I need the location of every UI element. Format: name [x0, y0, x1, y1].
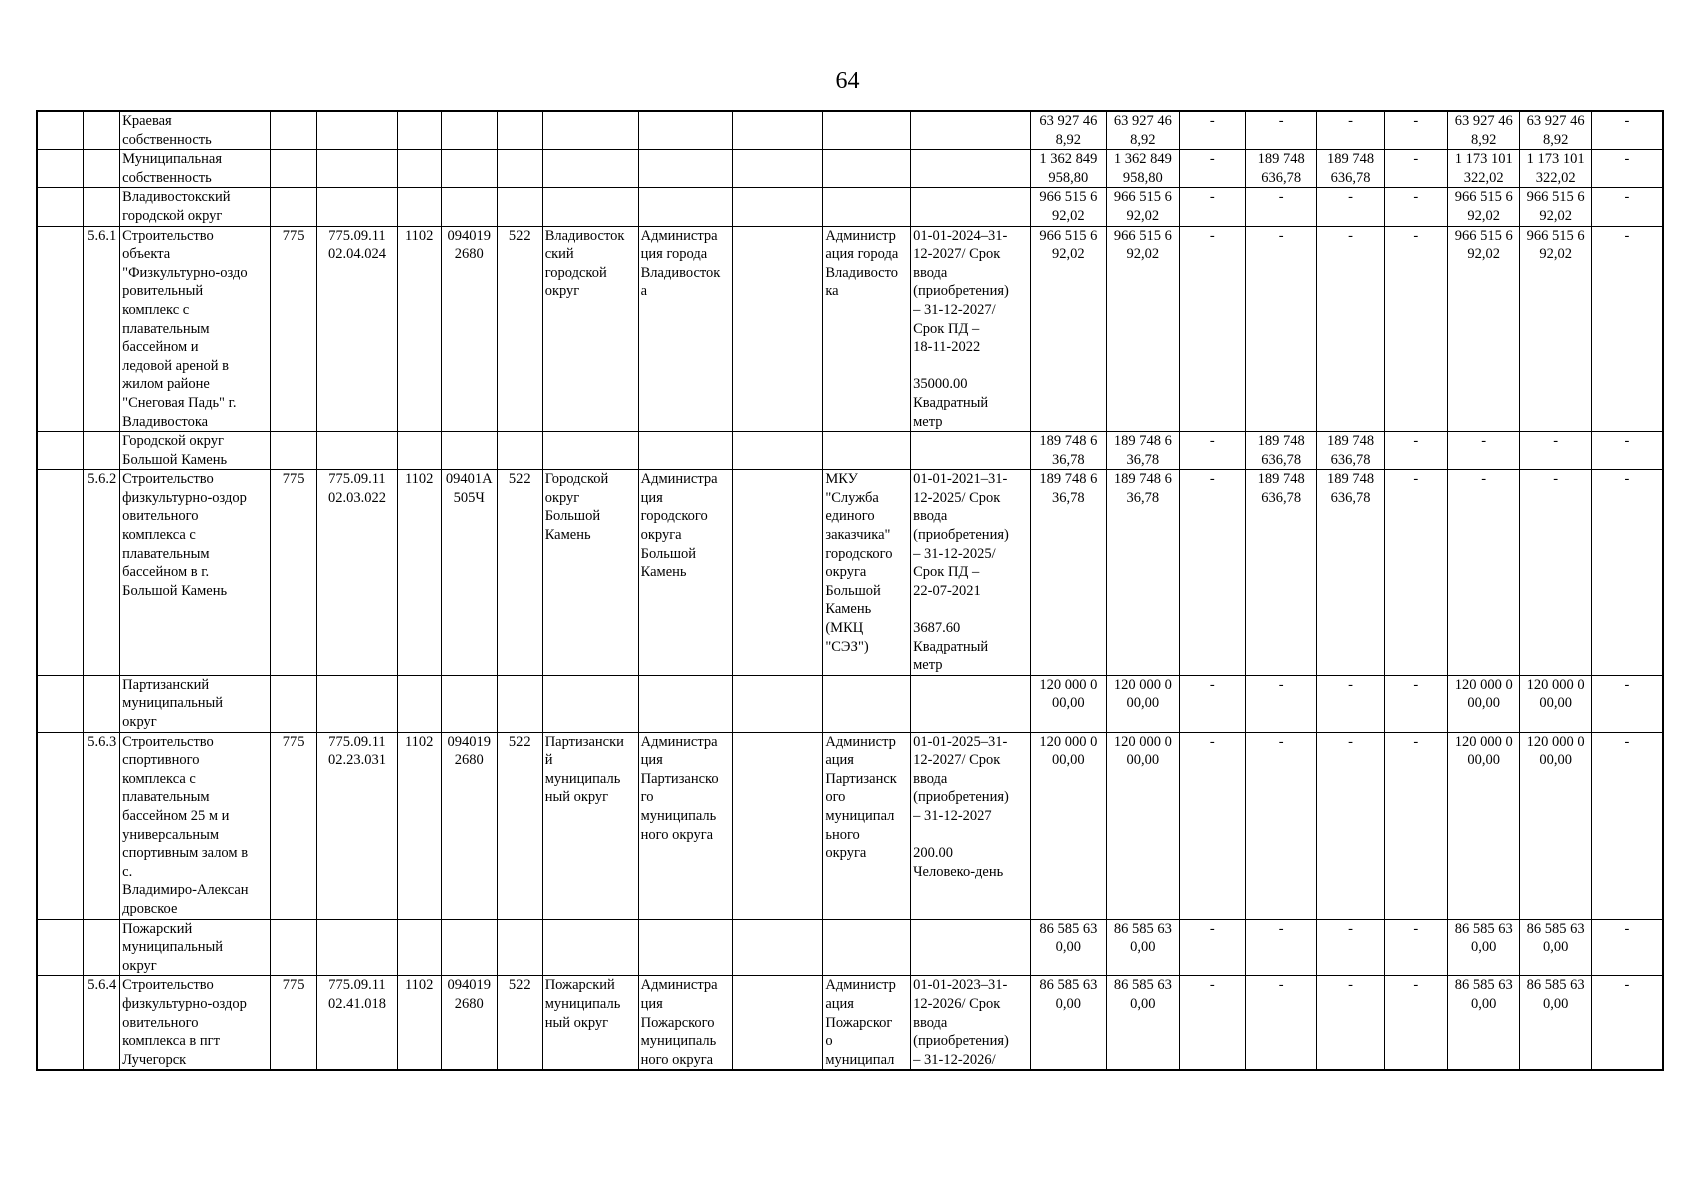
table-row-group: [37, 150, 1663, 188]
empty-cell: [732, 919, 823, 976]
section-code: 1102: [397, 732, 441, 919]
empty-cell: [37, 226, 84, 432]
grbs-code: 775: [271, 732, 317, 919]
object-name: Муниципальная собственность: [120, 150, 271, 188]
amount-cell: 63 927 46 8,92: [1030, 111, 1107, 150]
municipality: Пожарский муниципаль ный округ: [542, 976, 638, 1070]
empty-cell: [397, 675, 441, 732]
empty-cell: [317, 675, 398, 732]
target-article-code: 09401А 505Ч: [441, 470, 497, 676]
row-number: [84, 188, 120, 226]
amount-cell: -: [1384, 470, 1447, 676]
empty-cell: [317, 150, 398, 188]
empty-cell: [397, 150, 441, 188]
amount-cell: -: [1179, 188, 1245, 226]
grbs-code: 775: [271, 470, 317, 676]
empty-cell: [732, 111, 823, 150]
amount-cell: -: [1591, 976, 1663, 1070]
empty-cell: [271, 919, 317, 976]
amount-cell: 966 515 6 92,02: [1107, 188, 1179, 226]
amount-cell: -: [1384, 188, 1447, 226]
amount-cell: 189 748 636,78: [1245, 432, 1316, 470]
empty-cell: [732, 188, 823, 226]
object-code: 775.09.11 02.04.024: [317, 226, 398, 432]
amount-cell: -: [1245, 919, 1316, 976]
amount-cell: 86 585 63 0,00: [1447, 976, 1519, 1070]
object-code: 775.09.11 02.41.018: [317, 976, 398, 1070]
section-code: 1102: [397, 976, 441, 1070]
empty-cell: [911, 111, 1030, 150]
amount-cell: 1 173 101 322,02: [1447, 150, 1519, 188]
amount-cell: 966 515 6 92,02: [1520, 226, 1591, 432]
amount-cell: 120 000 0 00,00: [1447, 675, 1519, 732]
amount-cell: 966 515 6 92,02: [1447, 188, 1519, 226]
empty-cell: [911, 188, 1030, 226]
empty-cell: [441, 150, 497, 188]
amount-cell: 63 927 46 8,92: [1447, 111, 1519, 150]
amount-cell: 189 748 636,78: [1245, 150, 1316, 188]
amount-cell: 86 585 63 0,00: [1107, 976, 1179, 1070]
amount-cell: 120 000 0 00,00: [1030, 675, 1107, 732]
empty-cell: [441, 188, 497, 226]
administrator: Администра ция Партизанско го муниципаль ного округа: [638, 732, 732, 919]
row-number: [84, 432, 120, 470]
amount-cell: -: [1520, 470, 1591, 676]
empty-cell: [542, 919, 638, 976]
amount-cell: 966 515 6 92,02: [1030, 226, 1107, 432]
amount-cell: 966 515 6 92,02: [1447, 226, 1519, 432]
municipality: Владивосток ский городской округ: [542, 226, 638, 432]
empty-cell: [497, 432, 542, 470]
empty-cell: [37, 188, 84, 226]
amount-cell: 86 585 63 0,00: [1030, 919, 1107, 976]
empty-cell: [271, 111, 317, 150]
amount-cell: -: [1245, 111, 1316, 150]
amount-cell: 120 000 0 00,00: [1447, 732, 1519, 919]
municipality: Городской округ Большой Камень: [542, 470, 638, 676]
amount-cell: -: [1384, 675, 1447, 732]
budget-table: [36, 110, 1664, 1071]
empty-cell: [317, 432, 398, 470]
empty-cell: [37, 111, 84, 150]
amount-cell: 1 362 849 958,80: [1030, 150, 1107, 188]
table-row-item: [37, 732, 1663, 919]
empty-cell: [638, 675, 732, 732]
terms-capacity: 01-01-2023–31- 12-2026/ Срок ввода (приобретения) – 31-12-2026/: [911, 976, 1030, 1070]
amount-cell: 63 927 46 8,92: [1520, 111, 1591, 150]
amount-cell: -: [1520, 432, 1591, 470]
empty-cell: [37, 470, 84, 676]
row-number: 5.6.2: [84, 470, 120, 676]
empty-cell: [497, 188, 542, 226]
row-number: 5.6.3: [84, 732, 120, 919]
grbs-code: 775: [271, 226, 317, 432]
amount-cell: -: [1179, 111, 1245, 150]
amount-cell: -: [1317, 111, 1384, 150]
empty-cell: [397, 188, 441, 226]
expense-type-code: 522: [497, 470, 542, 676]
amount-cell: -: [1384, 732, 1447, 919]
empty-cell: [441, 111, 497, 150]
amount-cell: -: [1591, 111, 1663, 150]
amount-cell: -: [1245, 675, 1316, 732]
terms-capacity: 01-01-2025–31- 12-2027/ Срок ввода (приобретения) – 31-12-2027 200.00 Человеко-день: [911, 732, 1030, 919]
amount-cell: 1 173 101 322,02: [1520, 150, 1591, 188]
table-row-group: [37, 919, 1663, 976]
empty-cell: [911, 432, 1030, 470]
administrator: Администра ция города Владивосток а: [638, 226, 732, 432]
table-row-item: [37, 976, 1663, 1070]
administrator: Администра ция городского округа Большой Камень: [638, 470, 732, 676]
table-row-item: [37, 226, 1663, 432]
empty-cell: [441, 675, 497, 732]
expense-type-code: 522: [497, 226, 542, 432]
amount-cell: -: [1245, 976, 1316, 1070]
section-code: 1102: [397, 226, 441, 432]
amount-cell: 189 748 6 36,78: [1107, 470, 1179, 676]
empty-cell: [823, 919, 911, 976]
empty-cell: [823, 188, 911, 226]
target-article-code: 094019 2680: [441, 976, 497, 1070]
empty-cell: [638, 432, 732, 470]
amount-cell: -: [1179, 150, 1245, 188]
empty-cell: [732, 470, 823, 676]
terms-capacity: 01-01-2024–31- 12-2027/ Срок ввода (приобретения) – 31-12-2027/ Срок ПД – 18-11-2022 35000.00 Квадратный метр: [911, 226, 1030, 432]
table-row-group: [37, 432, 1663, 470]
amount-cell: -: [1245, 732, 1316, 919]
amount-cell: -: [1179, 226, 1245, 432]
empty-cell: [271, 188, 317, 226]
empty-cell: [638, 188, 732, 226]
amount-cell: 189 748 636,78: [1245, 470, 1316, 676]
object-name: Строительство объекта "Физкультурно-оздо ровительный комплекс с плавательным бассейном и ледовой ареной в жилом районе "Снеговая Падь" г. Владивостока: [120, 226, 271, 432]
amount-cell: -: [1179, 432, 1245, 470]
object-name: Строительство физкультурно-оздор овительного комплекса с плавательным бассейном в г. Большой Камень: [120, 470, 271, 676]
row-number: [84, 150, 120, 188]
empty-cell: [542, 150, 638, 188]
amount-cell: -: [1384, 919, 1447, 976]
empty-cell: [317, 919, 398, 976]
empty-cell: [542, 111, 638, 150]
amount-cell: -: [1591, 150, 1663, 188]
object-code: 775.09.11 02.23.031: [317, 732, 398, 919]
amount-cell: 86 585 63 0,00: [1447, 919, 1519, 976]
amount-cell: 189 748 636,78: [1317, 150, 1384, 188]
amount-cell: -: [1384, 432, 1447, 470]
empty-cell: [638, 150, 732, 188]
empty-cell: [823, 150, 911, 188]
empty-cell: [497, 675, 542, 732]
amount-cell: -: [1591, 919, 1663, 976]
table-row-group: [37, 675, 1663, 732]
page-number: 64: [835, 68, 860, 94]
empty-cell: [317, 111, 398, 150]
empty-cell: [542, 675, 638, 732]
amount-cell: 966 515 6 92,02: [1520, 188, 1591, 226]
amount-cell: -: [1447, 432, 1519, 470]
empty-cell: [397, 432, 441, 470]
row-number: [84, 111, 120, 150]
object-name: Владивостокский городской округ: [120, 188, 271, 226]
customer: Администр ация Партизанск ого муниципал ьного округа: [823, 732, 911, 919]
row-number: [84, 675, 120, 732]
table-row-group: [37, 188, 1663, 226]
object-name: Строительство спортивного комплекса с плавательным бассейном 25 м и универсальным спортивным залом в с. Владимиро-Алексан дровское: [120, 732, 271, 919]
customer: МКУ "Служба единого заказчика" городского округа Большой Камень (МКЦ "СЭЗ"): [823, 470, 911, 676]
expense-type-code: 522: [497, 732, 542, 919]
terms-capacity: 01-01-2021–31- 12-2025/ Срок ввода (приобретения) – 31-12-2025/ Срок ПД – 22-07-2021 3687.60 Квадратный метр: [911, 470, 1030, 676]
row-number: 5.6.4: [84, 976, 120, 1070]
customer: Администр ация Пожарског о муниципал: [823, 976, 911, 1070]
amount-cell: -: [1245, 188, 1316, 226]
empty-cell: [542, 188, 638, 226]
empty-cell: [497, 111, 542, 150]
amount-cell: 120 000 0 00,00: [1107, 675, 1179, 732]
amount-cell: 966 515 6 92,02: [1107, 226, 1179, 432]
municipality: Партизански й муниципаль ный округ: [542, 732, 638, 919]
amount-cell: 189 748 6 36,78: [1030, 470, 1107, 676]
empty-cell: [37, 150, 84, 188]
amount-cell: -: [1317, 188, 1384, 226]
empty-cell: [37, 976, 84, 1070]
amount-cell: -: [1179, 732, 1245, 919]
amount-cell: 1 362 849 958,80: [1107, 150, 1179, 188]
amount-cell: 120 000 0 00,00: [1030, 732, 1107, 919]
empty-cell: [823, 432, 911, 470]
empty-cell: [732, 976, 823, 1070]
object-name: Строительство физкультурно-оздор овительного комплекса в пгт Лучегорск: [120, 976, 271, 1070]
object-name: Пожарский муниципальный округ: [120, 919, 271, 976]
amount-cell: -: [1317, 976, 1384, 1070]
grbs-code: 775: [271, 976, 317, 1070]
empty-cell: [317, 188, 398, 226]
amount-cell: -: [1591, 675, 1663, 732]
empty-cell: [911, 150, 1030, 188]
amount-cell: -: [1317, 919, 1384, 976]
amount-cell: -: [1384, 150, 1447, 188]
amount-cell: -: [1317, 226, 1384, 432]
empty-cell: [37, 919, 84, 976]
amount-cell: -: [1384, 976, 1447, 1070]
empty-cell: [823, 675, 911, 732]
empty-cell: [397, 111, 441, 150]
amount-cell: 86 585 63 0,00: [1107, 919, 1179, 976]
object-code: 775.09.11 02.03.022: [317, 470, 398, 676]
amount-cell: 120 000 0 00,00: [1520, 675, 1591, 732]
amount-cell: 120 000 0 00,00: [1107, 732, 1179, 919]
amount-cell: -: [1179, 470, 1245, 676]
target-article-code: 094019 2680: [441, 732, 497, 919]
empty-cell: [732, 226, 823, 432]
amount-cell: 86 585 63 0,00: [1520, 976, 1591, 1070]
empty-cell: [37, 432, 84, 470]
empty-cell: [497, 150, 542, 188]
empty-cell: [37, 675, 84, 732]
amount-cell: 120 000 0 00,00: [1520, 732, 1591, 919]
amount-cell: 189 748 6 36,78: [1107, 432, 1179, 470]
empty-cell: [497, 919, 542, 976]
amount-cell: 966 515 6 92,02: [1030, 188, 1107, 226]
amount-cell: -: [1591, 432, 1663, 470]
administrator: Администра ция Пожарского муниципаль ного округа: [638, 976, 732, 1070]
target-article-code: 094019 2680: [441, 226, 497, 432]
empty-cell: [732, 675, 823, 732]
table-row-item: [37, 470, 1663, 676]
empty-cell: [638, 919, 732, 976]
empty-cell: [823, 111, 911, 150]
empty-cell: [441, 432, 497, 470]
amount-cell: -: [1591, 226, 1663, 432]
object-name: Партизанский муниципальный округ: [120, 675, 271, 732]
empty-cell: [397, 919, 441, 976]
empty-cell: [441, 919, 497, 976]
empty-cell: [271, 150, 317, 188]
empty-cell: [732, 432, 823, 470]
amount-cell: -: [1447, 470, 1519, 676]
amount-cell: -: [1179, 675, 1245, 732]
empty-cell: [271, 432, 317, 470]
table-row-group: [37, 111, 1663, 150]
row-number: [84, 919, 120, 976]
amount-cell: -: [1591, 188, 1663, 226]
section-code: 1102: [397, 470, 441, 676]
object-name: Городской округ Большой Камень: [120, 432, 271, 470]
amount-cell: -: [1591, 470, 1663, 676]
amount-cell: 189 748 636,78: [1317, 432, 1384, 470]
amount-cell: -: [1317, 732, 1384, 919]
empty-cell: [732, 732, 823, 919]
row-number: 5.6.1: [84, 226, 120, 432]
amount-cell: -: [1591, 732, 1663, 919]
amount-cell: 189 748 636,78: [1317, 470, 1384, 676]
empty-cell: [37, 732, 84, 919]
empty-cell: [542, 432, 638, 470]
amount-cell: 86 585 63 0,00: [1030, 976, 1107, 1070]
empty-cell: [638, 111, 732, 150]
expense-type-code: 522: [497, 976, 542, 1070]
amount-cell: -: [1317, 675, 1384, 732]
empty-cell: [732, 150, 823, 188]
empty-cell: [911, 919, 1030, 976]
customer: Администр ация города Владивосто ка: [823, 226, 911, 432]
empty-cell: [911, 675, 1030, 732]
empty-cell: [271, 675, 317, 732]
amount-cell: -: [1384, 111, 1447, 150]
object-name: Краевая собственность: [120, 111, 271, 150]
amount-cell: -: [1245, 226, 1316, 432]
amount-cell: -: [1179, 919, 1245, 976]
amount-cell: 189 748 6 36,78: [1030, 432, 1107, 470]
amount-cell: 63 927 46 8,92: [1107, 111, 1179, 150]
amount-cell: -: [1179, 976, 1245, 1070]
amount-cell: -: [1384, 226, 1447, 432]
amount-cell: 86 585 63 0,00: [1520, 919, 1591, 976]
